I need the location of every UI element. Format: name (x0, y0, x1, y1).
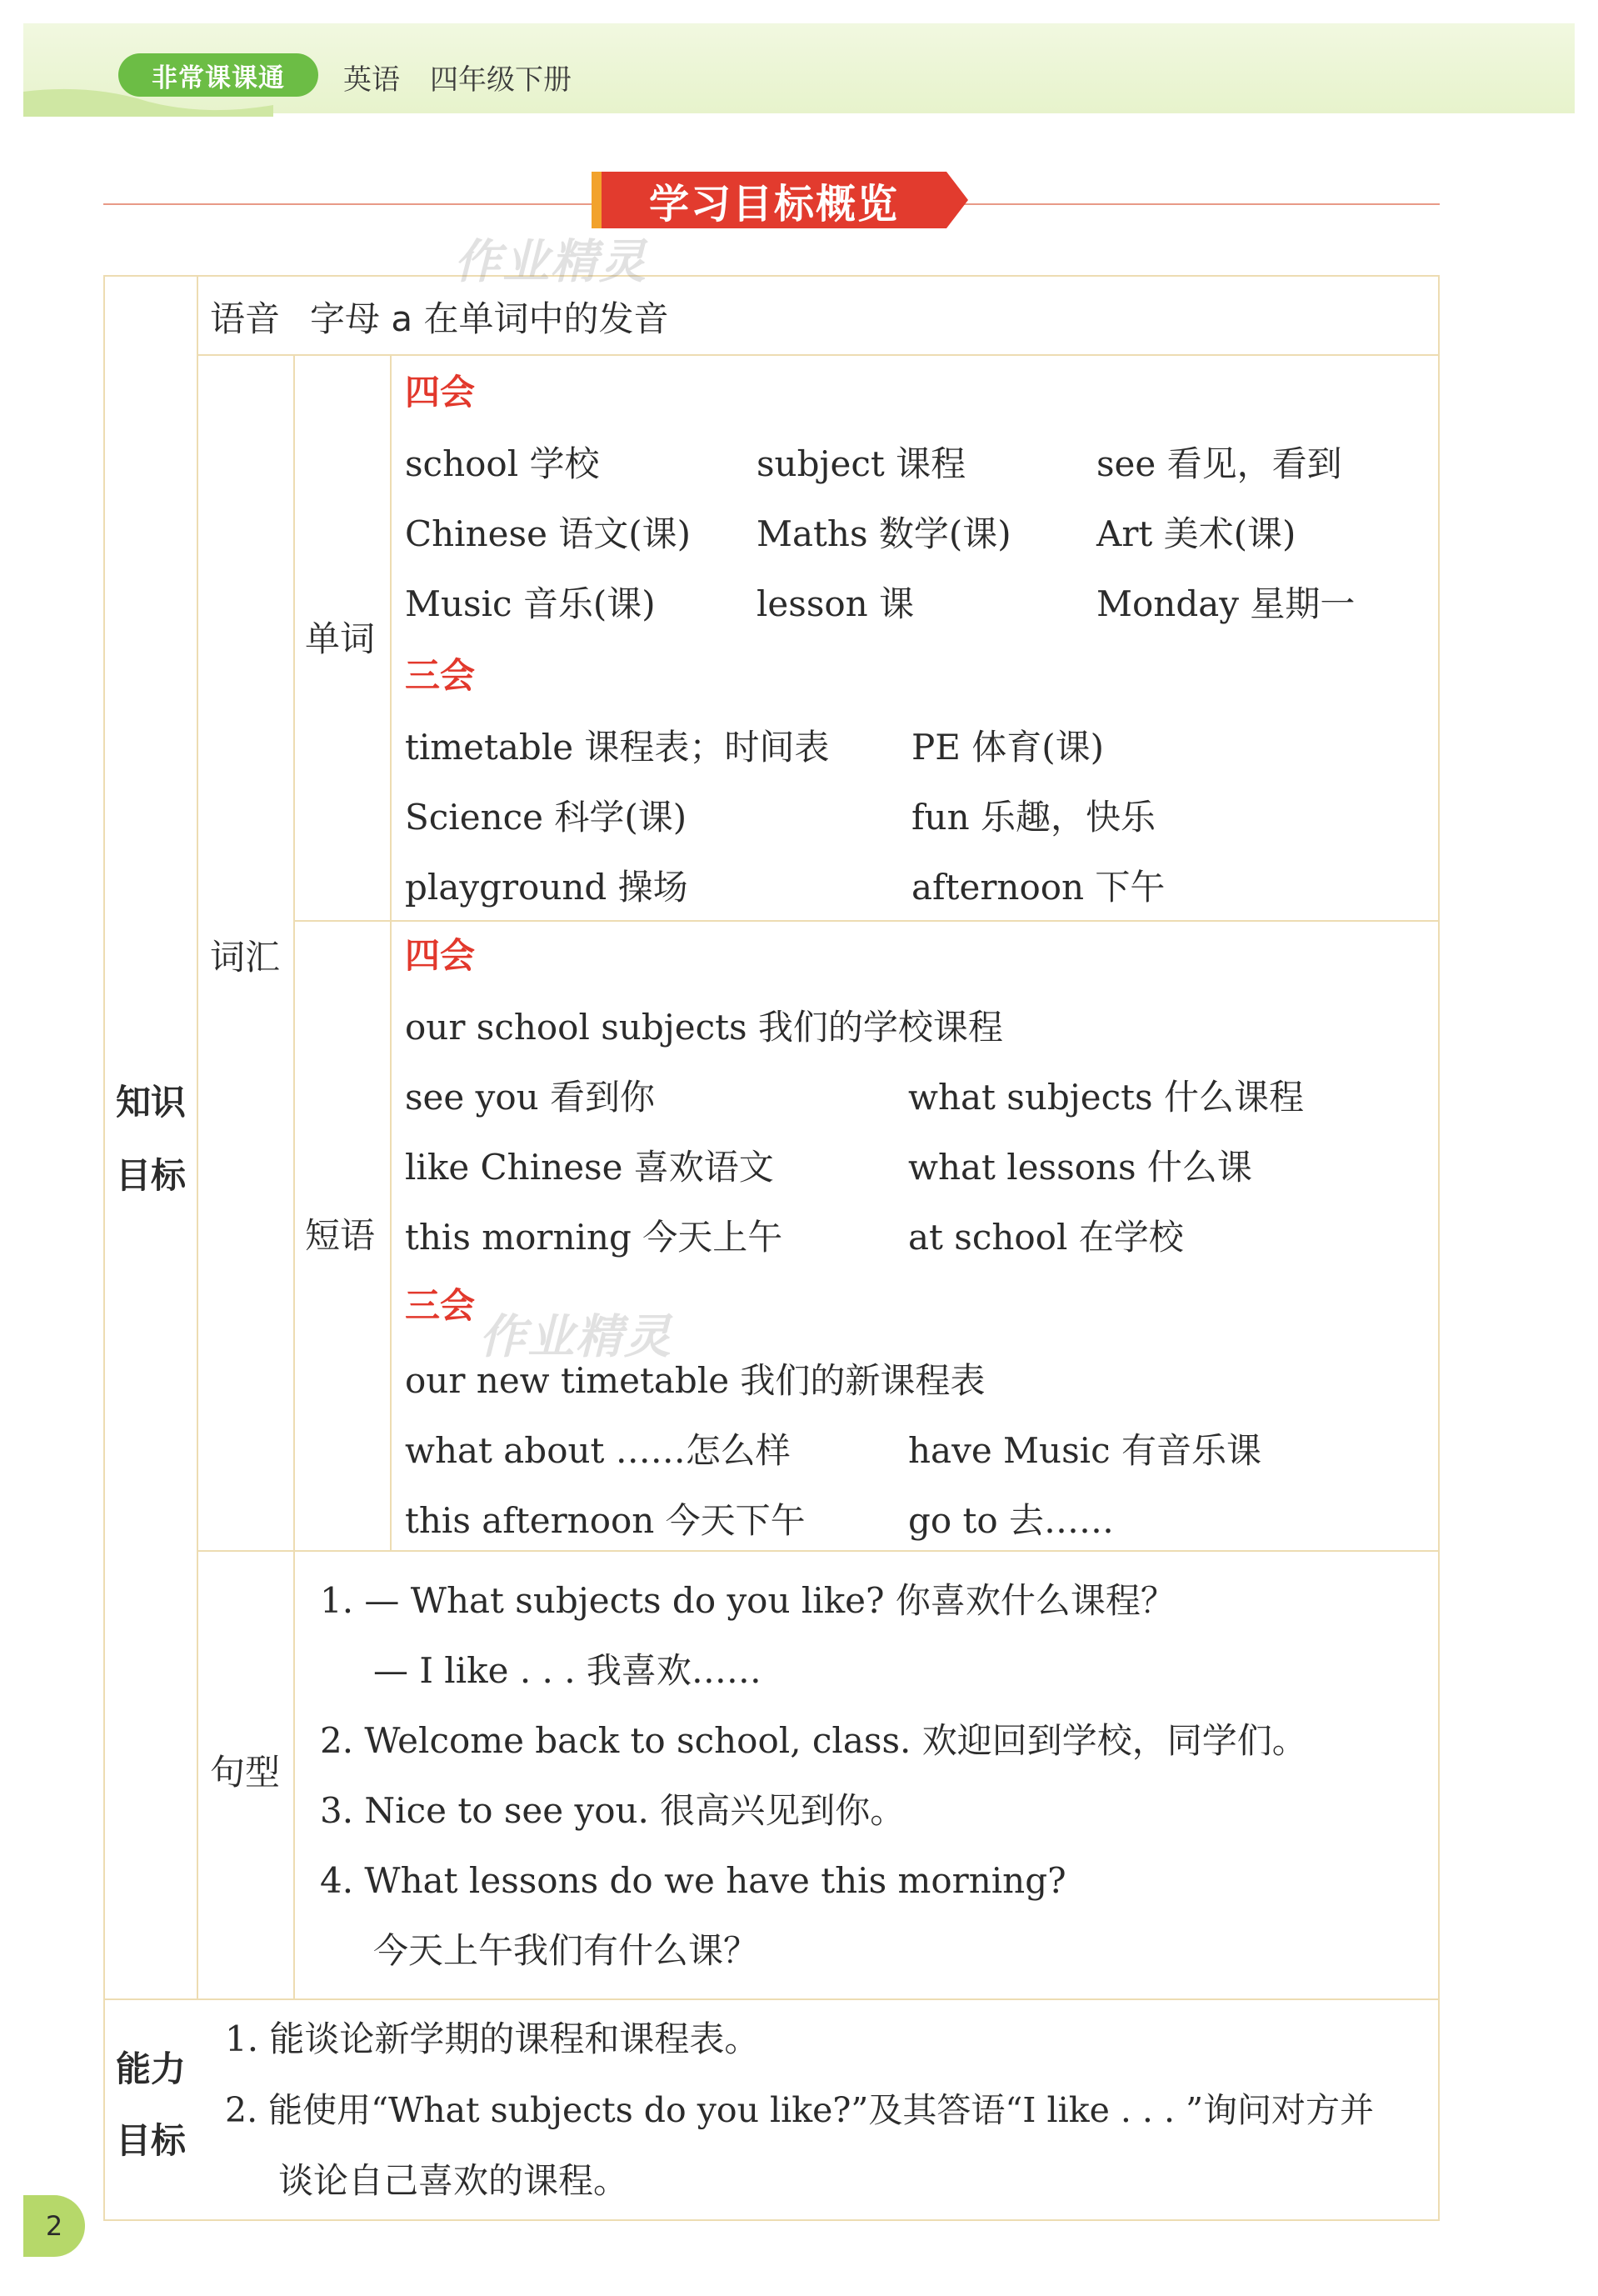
ability-item: 谈论自己喜欢的课程。 (278, 2160, 629, 2201)
row-divider-knowledge (103, 1998, 1440, 2000)
sentence-item: — I like . . . 我喜欢…… (373, 1650, 762, 1691)
word-item: subject 课程 (757, 443, 966, 484)
phrase-item: at school 在学校 (908, 1217, 1184, 1258)
phrases-level3-heading: 三会 (405, 1285, 476, 1326)
word-item: Art 美术(课) (1096, 513, 1296, 554)
row-divider-words (293, 920, 1440, 922)
phonics-label: 语音 (210, 298, 281, 339)
col-divider-sub (390, 354, 392, 1550)
col-divider-category (197, 275, 198, 2000)
title-tail (946, 172, 968, 228)
word-item: fun 乐趣，快乐 (911, 797, 1156, 838)
watermark: 作业精灵 (454, 235, 647, 289)
phrases-level4-heading: 四会 (405, 935, 476, 976)
ability-label-2: 目标 (116, 2120, 187, 2161)
knowledge-label-2: 目标 (116, 1155, 187, 1196)
vocabulary-label: 词汇 (210, 937, 281, 978)
header-subject: 英语 (343, 63, 400, 97)
word-item: see 看见，看到 (1096, 443, 1342, 484)
words-label: 单词 (305, 618, 376, 659)
section-title: 学习目标概览 (602, 172, 946, 228)
phrase-item: this afternoon 今天下午 (405, 1500, 806, 1541)
col-divider-type (293, 354, 295, 2000)
sentence-item: 2. Welcome back to school, class. 欢迎回到学校，同学们。 (320, 1720, 1307, 1761)
ability-label-1: 能力 (116, 2048, 187, 2089)
knowledge-label-1: 知识 (116, 1082, 187, 1123)
word-item: afternoon 下午 (911, 867, 1166, 908)
word-item: PE 体育(课) (911, 727, 1105, 768)
phrase-item: this morning 今天上午 (405, 1217, 783, 1258)
phrase-item: see you 看到你 (405, 1077, 656, 1118)
ability-item: 2. 能使用“What subjects do you like?”及其答语“I like . . . ”询问对方并 (225, 2090, 1375, 2130)
header-grade: 四年级下册 (430, 63, 572, 97)
phrase-item: what subjects 什么课程 (908, 1077, 1304, 1118)
word-item: playground 操场 (405, 867, 688, 908)
phonics-content: 字母 a 在单词中的发音 (310, 298, 669, 339)
word-item: Monday 星期一 (1096, 583, 1356, 624)
ability-item: 1. 能谈论新学期的课程和课程表。 (225, 2018, 760, 2059)
phrases-label: 短语 (305, 1215, 376, 1256)
sentences-label: 句型 (210, 1752, 281, 1793)
sentence-item: 4. What lessons do we have this morning? (320, 1860, 1066, 1901)
word-item: Science 科学(课) (405, 797, 687, 838)
sentence-item: 1. — What subjects do you like? 你喜欢什么课程？ (320, 1580, 1176, 1621)
series-badge: 非常课课通 (118, 53, 318, 97)
word-item: lesson 课 (757, 583, 915, 624)
word-item: Chinese 语文(课) (405, 513, 692, 554)
sentence-item: 今天上午我们有什么课？ (373, 1930, 759, 1971)
phrase-item: what about ……怎么样 (405, 1430, 791, 1471)
phrase-item: what lessons 什么课 (908, 1147, 1252, 1188)
row-divider-vocab (197, 1550, 1440, 1552)
phrase-item: have Music 有音乐课 (908, 1430, 1261, 1471)
phrase-item: our school subjects 我们的学校课程 (405, 1007, 1003, 1048)
phrase-item: go to 去…… (908, 1500, 1115, 1541)
watermark: 作业精灵 (479, 1310, 672, 1364)
word-item: Music 音乐(课) (405, 583, 656, 624)
word-item: school 学校 (405, 443, 600, 484)
word-item: timetable 课程表；时间表 (405, 727, 830, 768)
phrase-item: like Chinese 喜欢语文 (405, 1147, 774, 1188)
phrase-item: our new timetable 我们的新课程表 (405, 1360, 986, 1401)
word-item: Maths 数学(课) (757, 513, 1011, 554)
sentence-item: 3. Nice to see you. 很高兴见到你。 (320, 1790, 906, 1831)
words-level3-heading: 三会 (405, 655, 476, 696)
words-level4-heading: 四会 (405, 372, 476, 413)
row-divider-phonics (197, 354, 1440, 356)
page-number: 2 (23, 2195, 85, 2257)
